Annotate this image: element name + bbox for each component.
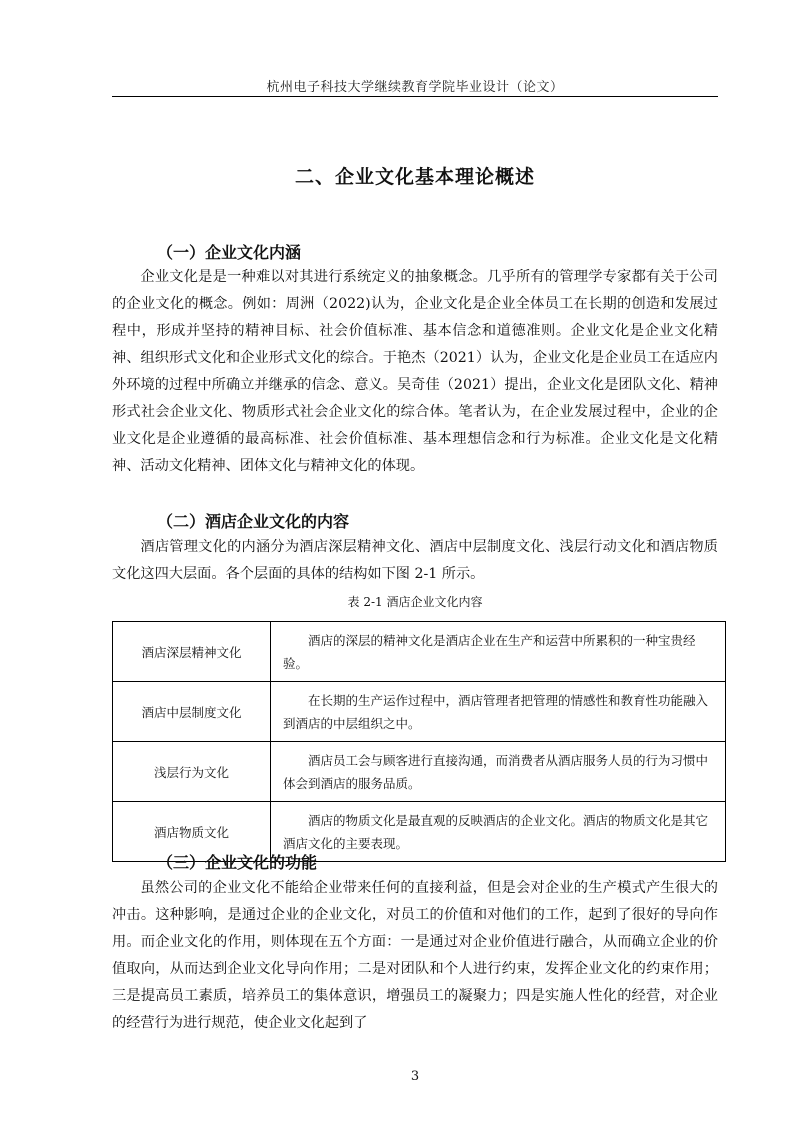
chapter-title: 二、企业文化基本理论概述 — [294, 166, 535, 188]
section-1-paragraph: 企业文化是是一种难以对其进行系统定义的抽象概念。几乎所有的管理学专家都有关于公司的企业文化的概念。例如：周洲（2022)认为，企业文化是企业全体员工在长期的创造和发展过程中，形成并坚持的精神目标、社会价值标准、基本信念和道德准则。企业文化是企业文化精神、组织形式文化和企业形式文化的综合。于艳杰（2021）认为，企业文化是企业员工在适应内外环境的过程中所确立并继承的信念、意义。吴奇佳（2021）提出，企业文化是团队文化、精神形式社会企业文化、物质形式社会企业文化的综合体。笔者认为，在企业发展过程中，企业的企业文化是企业遵循的最高标准、社会价值标准、基本理想信念和行为标准。企业文化是文化精神、活动文化精神、团体文化与精神文化的体现。 — [112, 269, 718, 474]
table-cell-description: 酒店的深层的精神文化是酒店企业在生产和运营中所累积的一种宝贵经验。 — [271, 622, 726, 682]
section-heading-3: （三）企业文化的功能 — [157, 853, 318, 872]
table-cell-description: 在长期的生产运作过程中，酒店管理者把管理的情感性和教育性功能融入到酒店的中层组织之中。 — [271, 682, 726, 742]
table-row — [113, 742, 726, 802]
table-cell-description: 酒店员工会与顾客进行直接沟通，而消费者从酒店服务人员的行为习惯中体会到酒店的服务品质。 — [271, 742, 726, 802]
table-row — [113, 682, 726, 742]
table-cell-layer: 酒店深层精神文化 — [113, 622, 271, 682]
page-header: 杭州电子科技大学继续教育学院毕业设计（论文） — [266, 80, 564, 95]
table-row — [113, 622, 726, 682]
table-caption: 表 2-1 酒店企业文化内容 — [347, 595, 483, 609]
section-heading-2: （二）酒店企业文化的内容 — [157, 512, 350, 531]
header-rule — [112, 96, 718, 97]
table-cell-layer: 浅层行为文化 — [113, 742, 271, 802]
table-cell-layer: 酒店中层制度文化 — [113, 682, 271, 742]
table-cell-description: 酒店的物质文化是最直观的反映酒店的企业文化。酒店的物质文化是其它酒店文化的主要表现。 — [271, 802, 726, 862]
section-2-paragraph: 酒店管理文化的内涵分为酒店深层精神文化、酒店中层制度文化、浅层行动文化和酒店物质文化这四大层面。各个层面的具体的结构如下图 2-1 所示。 — [112, 539, 718, 582]
page-number: 3 — [410, 1069, 420, 1084]
section-3-paragraph: 虽然公司的企业文化不能给企业带来任何的直接利益，但是会对企业的生产模式产生很大的冲击。这种影响，是通过企业的企业文化，对员工的价值和对他们的工作，起到了很好的导向作用。而企业文化的作用，则体现在五个方面：一是通过对企业价值进行融合，从而确立企业的价值取向，从而达到企业文化导向作用；二是对团队和个人进行约束，发挥企业文化的约束作用；三是提高员工素质，培养员工的集体意识，增强员工的凝聚力；四是实施人性化的经营，对企业的经营行为进行规范，使企业文化起到了 — [112, 880, 718, 1031]
section-heading-1: （一）企业文化内涵 — [157, 243, 302, 262]
table-cell-layer: 酒店物质文化 — [113, 802, 271, 862]
hotel-culture-table — [112, 621, 726, 862]
